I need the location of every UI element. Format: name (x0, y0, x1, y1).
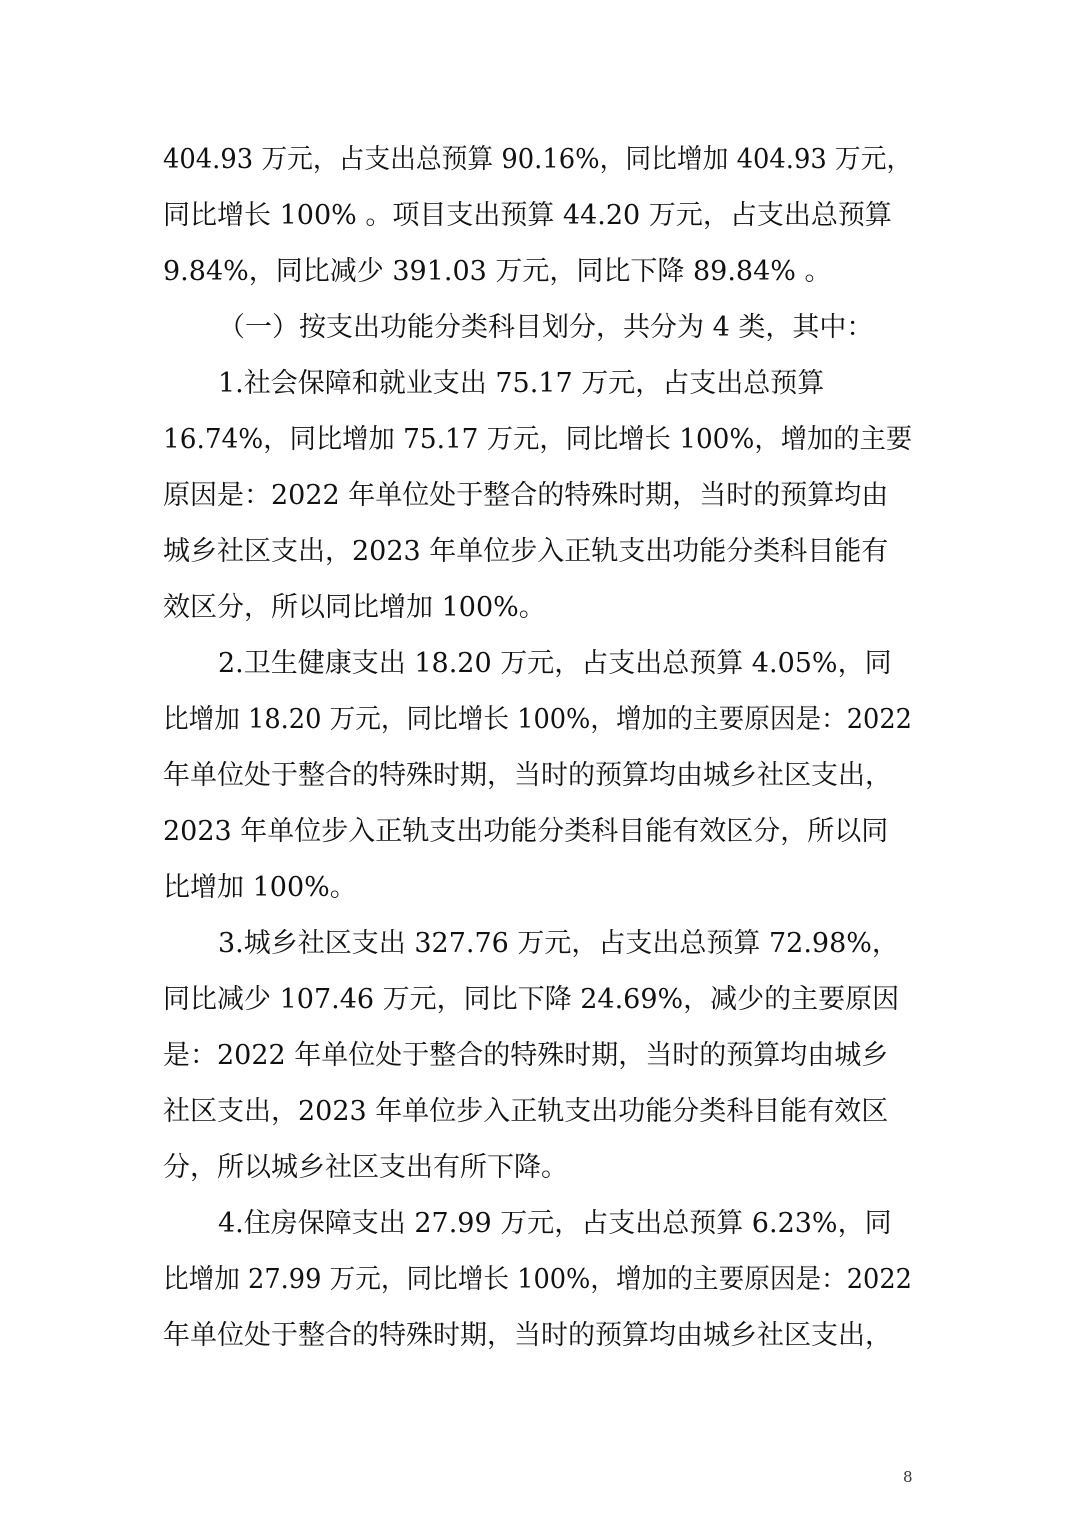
text-line: 4.住房保障支出 27.99 万元，占支出总预算 6.23%，同 (218, 1208, 892, 1239)
section-heading: （一）按支出功能分类科目划分，共分为 4 类，其中： (218, 312, 874, 343)
text-line: 年单位处于整合的特殊时期，当时的预算均由城乡社区支出， (163, 760, 892, 791)
text-line: 社区支出，2023 年单位步入正轨支出功能分类科目能有效区 (163, 1096, 889, 1127)
text-line: 同比减少 107.46 万元，同比下降 24.69%，减少的主要原因 (163, 984, 900, 1015)
text-line: 城乡社区支出，2023 年单位步入正轨支出功能分类科目能有 (163, 536, 889, 567)
text-line: 2023 年单位步入正轨支出功能分类科目能有效区分，所以同 (163, 816, 889, 847)
text-line: 同比增长 100% 。项目支出预算 44.20 万元，占支出总预算 (163, 200, 892, 231)
text-line: 1.社会保障和就业支出 75.17 万元，占支出总预算 (218, 368, 825, 399)
text-line: 是：2022 年单位处于整合的特殊时期，当时的预算均由城乡 (163, 1040, 889, 1071)
page-number: 8 (903, 1468, 913, 1486)
text-line: 比增加 100%。 (163, 872, 357, 903)
text-line: 比增加 18.20 万元，同比增长 100%，增加的主要原因是：2022 (163, 704, 912, 735)
text-line: 2.卫生健康支出 18.20 万元，占支出总预算 4.05%，同 (218, 648, 892, 679)
text-line: 比增加 27.99 万元，同比增长 100%，增加的主要原因是：2022 (163, 1264, 912, 1295)
text-line: 原因是：2022 年单位处于整合的特殊时期，当时的预算均由 (163, 480, 889, 511)
text-line: 404.93 万元，占支出总预算 90.16%，同比增加 404.93 万元， (163, 144, 913, 175)
text-line: 年单位处于整合的特殊时期，当时的预算均由城乡社区支出， (163, 1320, 892, 1351)
text-line: 9.84%，同比减少 391.03 万元，同比下降 89.84% 。 (163, 256, 832, 287)
text-line: 3.城乡社区支出 327.76 万元，占支出总预算 72.98%， (218, 928, 899, 959)
text-line: 效区分，所以同比增加 100%。 (163, 592, 546, 623)
text-line: 16.74%，同比增加 75.17 万元，同比增长 100%，增加的主要 (163, 424, 913, 455)
text-line: 分，所以城乡社区支出有所下降。 (163, 1152, 568, 1183)
